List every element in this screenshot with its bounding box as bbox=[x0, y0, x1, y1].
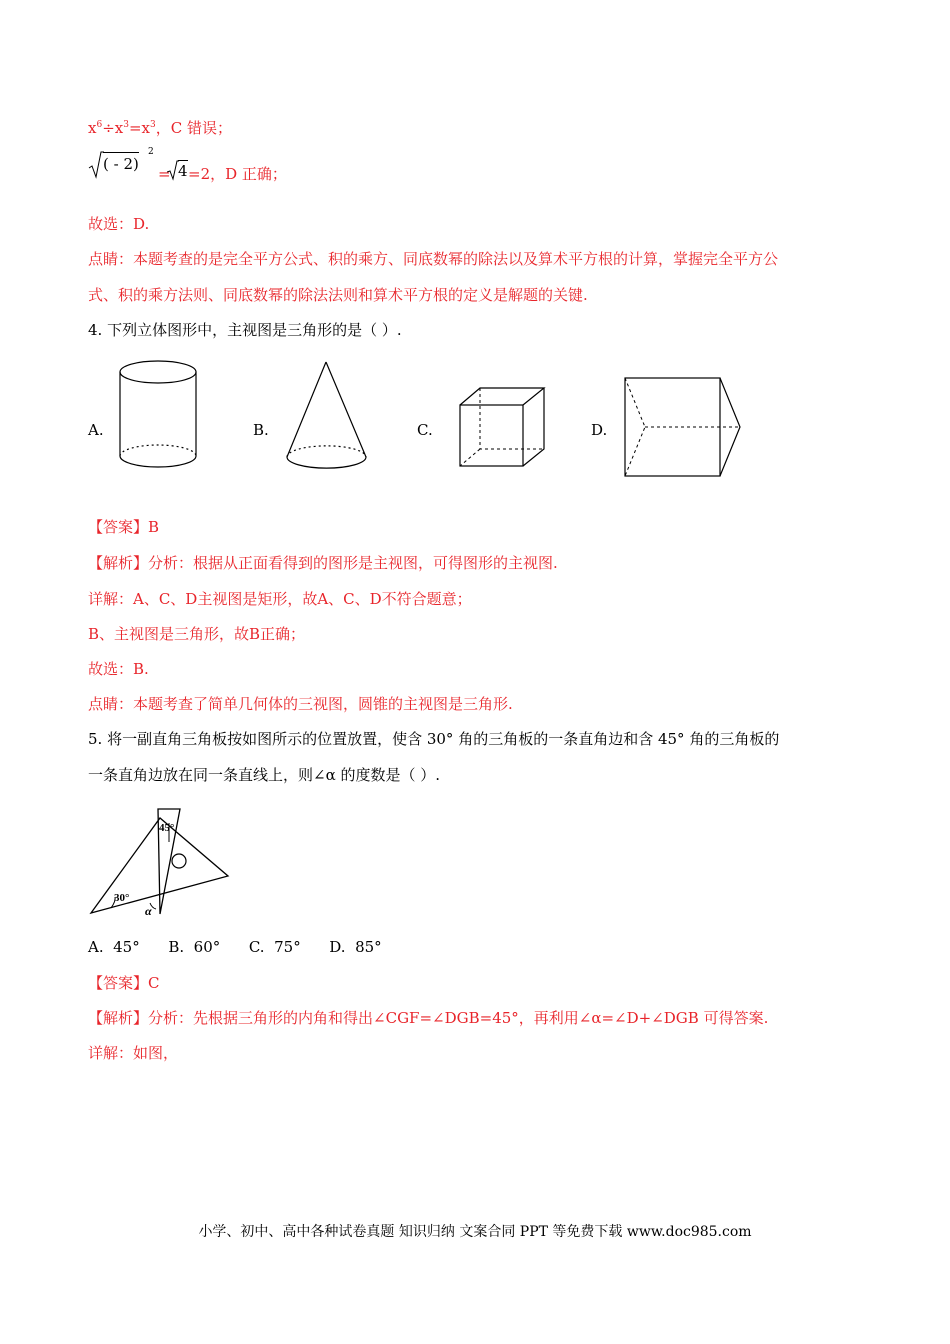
sqrt-sign-icon bbox=[88, 150, 104, 180]
angle-30-label: 30° bbox=[114, 892, 130, 904]
c-check-line: $x^6\div x^3=x^3$，C 错误； bbox=[88, 119, 232, 137]
solution3-comment-1: 点睛：本题考查的是完全平方公式、积的乘方、同底数幂的除法以及算术平方根的计算，掌握完全平方公 bbox=[88, 250, 779, 268]
q4-option-c-label: C. bbox=[417, 421, 433, 439]
radicand: ( - 2) bbox=[103, 152, 139, 174]
q4-option-d-label: D. bbox=[591, 421, 608, 439]
q4-detail-2: B、主视图是三角形，故B正确； bbox=[88, 625, 306, 643]
q4-option-a-label: A. bbox=[88, 421, 104, 439]
cone-figure bbox=[282, 360, 372, 475]
triangle-rulers-figure bbox=[86, 805, 234, 920]
angle-45-label: 45° bbox=[159, 822, 175, 834]
page-footer: 小学、初中、高中各种试卷真题 知识归纳 文案合同 PPT 等免费下载 www.doc985.com bbox=[198, 1224, 752, 1240]
q4-question: 4. 下列立体图形中，主视图是三角形的是（ ）. bbox=[88, 321, 402, 339]
alpha-label: α bbox=[145, 904, 152, 918]
q5-question-1: 5. 将一副直角三角板按如图所示的位置放置，使含 30° 角的三角板的一条直角边和含 45° 角的三角板的 bbox=[88, 730, 780, 748]
q4-answer: 【答案】B bbox=[88, 518, 160, 536]
q5-answer: 【答案】C bbox=[88, 974, 160, 992]
solution3-choice: 故选：D. bbox=[88, 215, 150, 233]
q5-options: A. 45° B. 60° C. 75° D. 85° bbox=[88, 938, 382, 956]
q4-detail-1: 详解：A、C、D主视图是矩形，故A、C、D不符合题意； bbox=[88, 590, 472, 608]
q5-detail: 详解：如图， bbox=[88, 1044, 179, 1062]
q4-analysis: 【解析】分析：根据从正面看得到的图形是主视图，可得图形的主视图. bbox=[88, 554, 558, 572]
q4-option-b-label: B. bbox=[253, 421, 269, 439]
cube-figure bbox=[455, 385, 555, 470]
cylinder-figure bbox=[113, 356, 203, 476]
solution3-comment-2: 式、积的乘方法则、同底数幂的除法法则和算术平方根的定义是解题的关键. bbox=[88, 286, 588, 304]
q4-choice: 故选：B. bbox=[88, 660, 149, 678]
prism-figure bbox=[620, 374, 745, 480]
q5-question-2: 一条直角边放在同一条直线上，则∠α 的度数是（ ）. bbox=[88, 766, 441, 784]
q5-analysis: 【解析】分析：先根据三角形的内角和得出∠CGF=∠DGB=45°，再利用∠α=∠D+∠DGB 可得答案. bbox=[88, 1009, 769, 1027]
q4-comment: 点睛：本题考查了简单几何体的三视图，圆锥的主视图是三角形. bbox=[88, 695, 513, 713]
